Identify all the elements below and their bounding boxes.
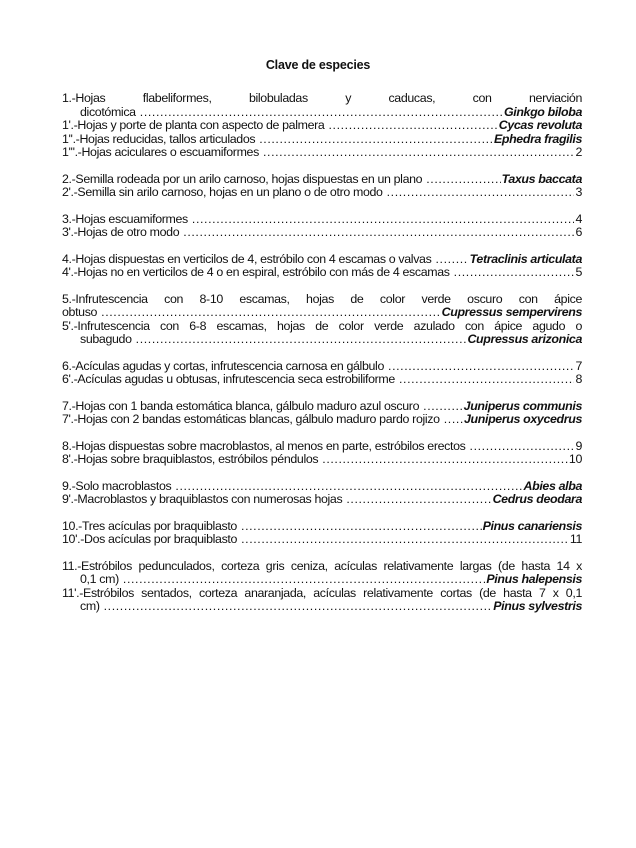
entry-text: 9'.-Macroblastos y braquiblastos con numerosas hojas ..... bbox=[62, 493, 492, 507]
entry-text-first-line: 5.-Infrutescencia con 8-10 escamas, hojas de color verde oscuro con ápice bbox=[62, 291, 582, 306]
key-entry bbox=[62, 320, 582, 347]
key-couplet bbox=[62, 92, 582, 160]
species-name: Pinus canariensis bbox=[482, 518, 582, 533]
key-entry bbox=[62, 293, 582, 320]
key-entry bbox=[62, 520, 582, 534]
key-entry bbox=[62, 360, 582, 374]
entry-text-first-line: 1.-Hojas flabeliformes, bilobuladas y caducas, con nerviación bbox=[62, 91, 582, 105]
entry-line bbox=[62, 266, 582, 280]
species-name: Juniperus oxycedrus bbox=[464, 412, 582, 426]
entry-text: cm) ..... bbox=[80, 600, 492, 614]
page-title: Clave de especies bbox=[265, 58, 371, 72]
entry-text: 9.-Solo macroblastos ..... bbox=[62, 480, 523, 494]
key-entry bbox=[62, 560, 582, 587]
entry-text: 4'.-Hojas no en verticilos de 4 o en espiral, estróbilo con más de 4 escamas ..... bbox=[62, 266, 574, 280]
next-step-number: 8 bbox=[575, 372, 582, 386]
key-entry bbox=[62, 173, 582, 187]
species-name: Pinus sylvestris bbox=[493, 599, 582, 613]
entry-line bbox=[62, 520, 582, 534]
entry-text: 3'.-Hojas de otro modo ..... bbox=[62, 226, 574, 240]
entry-line bbox=[62, 213, 582, 227]
species-name: Cupressus sempervirens bbox=[441, 305, 582, 319]
entry-line bbox=[62, 186, 582, 200]
key-entry bbox=[62, 493, 582, 507]
entry-line bbox=[62, 373, 582, 387]
entry-text: 0,1 cm) ..... bbox=[80, 573, 485, 587]
entry-line bbox=[62, 480, 582, 494]
entry-text-first-line: 5'.-Infrutescencia con 6-8 escamas, hojas de color verde azulado con ápice agudo o bbox=[62, 318, 582, 333]
entry-line bbox=[62, 306, 582, 320]
entry-line bbox=[62, 119, 582, 133]
entry-text: 7'.-Hojas con 2 bandas estomáticas blancas, gálbulo maduro pardo rojizo ..... bbox=[62, 413, 463, 427]
key-couplet bbox=[62, 440, 582, 467]
species-name: Cedrus deodara bbox=[492, 492, 582, 506]
key-couplet bbox=[62, 520, 582, 547]
key-couplet bbox=[62, 253, 582, 280]
key-couplet bbox=[62, 560, 582, 614]
entry-text: 8.-Hojas dispuestas sobre macroblastos, al menos en parte, estróbilos erectos ..... bbox=[62, 440, 574, 454]
entry-line bbox=[62, 440, 582, 454]
key-entry bbox=[62, 133, 582, 147]
key-couplet bbox=[62, 293, 582, 347]
key-entry bbox=[62, 119, 582, 133]
species-name: Ephedra fragilis bbox=[493, 131, 582, 146]
key-couplet bbox=[62, 480, 582, 507]
entry-line bbox=[62, 253, 582, 267]
entry-line bbox=[62, 600, 582, 614]
next-step-number: 2 bbox=[575, 145, 582, 159]
key-entry bbox=[62, 453, 582, 467]
species-name: Ginkgo biloba bbox=[503, 104, 582, 119]
species-name: Cycas revoluta bbox=[498, 118, 582, 132]
key-couplet bbox=[62, 173, 582, 200]
key-entry bbox=[62, 480, 582, 494]
next-step-number: 5 bbox=[575, 265, 582, 279]
entry-line bbox=[62, 400, 582, 414]
entry-text: obtuso ..... bbox=[62, 306, 441, 320]
entry-line bbox=[62, 106, 582, 120]
species-name: Taxus baccata bbox=[501, 171, 582, 186]
entry-text: 8'.-Hojas sobre braquiblastos, estróbilos péndulos ..... bbox=[62, 453, 568, 467]
key-entry bbox=[62, 146, 582, 160]
entry-line bbox=[62, 533, 582, 547]
entry-line bbox=[62, 573, 582, 587]
next-step-number: 10 bbox=[568, 452, 582, 466]
next-step-number: 6 bbox=[575, 225, 582, 239]
entry-line bbox=[62, 146, 582, 160]
key-entry bbox=[62, 186, 582, 200]
entry-text: 3.-Hojas escuamiformes ..... bbox=[62, 213, 574, 227]
entry-text: 4.-Hojas dispuestas en verticilos de 4, estróbilo con 4 escamas o valvas ..... bbox=[62, 253, 469, 267]
key-entry bbox=[62, 92, 582, 119]
key-entry bbox=[62, 587, 582, 614]
entry-line bbox=[62, 493, 582, 507]
entry-text: 2'.-Semilla sin arilo carnoso, hojas en un plano o de otro modo ..... bbox=[62, 186, 574, 200]
entry-text: 2.-Semilla rodeada por un arilo carnoso, hojas dispuestas en un plano ..... bbox=[62, 173, 501, 187]
key-entry bbox=[62, 400, 582, 414]
species-name: Pinus halepensis bbox=[486, 572, 582, 586]
next-step-number: 3 bbox=[575, 185, 582, 199]
species-name: Cupressus arizonica bbox=[467, 332, 582, 346]
key-entry bbox=[62, 226, 582, 240]
key-entry bbox=[62, 413, 582, 427]
key-entry bbox=[62, 533, 582, 547]
species-key bbox=[62, 92, 582, 627]
key-entry bbox=[62, 373, 582, 387]
entry-text: 10'.-Dos acículas por braquiblasto ..... bbox=[62, 533, 569, 547]
key-entry bbox=[62, 213, 582, 227]
next-step-number: 4 bbox=[575, 211, 582, 226]
entry-text: dicotómica ..... bbox=[80, 106, 503, 120]
species-name: Abies alba bbox=[523, 478, 582, 493]
key-couplet bbox=[62, 360, 582, 387]
key-entry bbox=[62, 253, 582, 267]
key-entry bbox=[62, 266, 582, 280]
entry-line bbox=[62, 226, 582, 240]
entry-line bbox=[62, 133, 582, 147]
entry-line bbox=[62, 413, 582, 427]
entry-text: subagudo ..... bbox=[80, 333, 466, 347]
entry-text: 6.-Acículas agudas y cortas, infrutescencia carnosa en gálbulo ..... bbox=[62, 360, 574, 374]
entry-text-first-line: 11.-Estróbilos pedunculados, corteza gris ceniza, acículas relativamente largas (de hasta 14 x bbox=[62, 558, 582, 573]
entry-text: 10.-Tres acículas por braquiblasto ..... bbox=[62, 520, 482, 534]
entry-text: 6'.-Acículas agudas u obtusas, infrutescencia seca estrobiliforme ..... bbox=[62, 373, 574, 387]
entry-text: 1'''.-Hojas aciculares o escuamiformes ..... bbox=[62, 146, 574, 160]
species-name: Juniperus communis bbox=[463, 398, 582, 413]
key-couplet bbox=[62, 400, 582, 427]
entry-line bbox=[62, 360, 582, 374]
entry-line bbox=[62, 453, 582, 467]
next-step-number: 7 bbox=[575, 358, 582, 373]
next-step-number: 11 bbox=[569, 532, 582, 546]
entry-text: 1''.-Hojas reducidas, tallos articulados ..... bbox=[62, 133, 493, 147]
key-entry bbox=[62, 440, 582, 454]
entry-text-first-line: 11'.-Estróbilos sentados, corteza anaranjada, acículas relativamente cortas (de hasta 7 x 0,1 bbox=[62, 585, 582, 600]
key-couplet bbox=[62, 213, 582, 240]
species-name: Tetraclinis articulata bbox=[469, 251, 582, 266]
next-step-number: 9 bbox=[575, 438, 582, 453]
entry-text: 1'.-Hojas y porte de planta con aspecto de palmera ..... bbox=[62, 119, 498, 133]
entry-text: 7.-Hojas con 1 banda estomática blanca, gálbulo maduro azul oscuro ..... bbox=[62, 400, 463, 414]
entry-line bbox=[62, 333, 582, 347]
entry-line bbox=[62, 173, 582, 187]
